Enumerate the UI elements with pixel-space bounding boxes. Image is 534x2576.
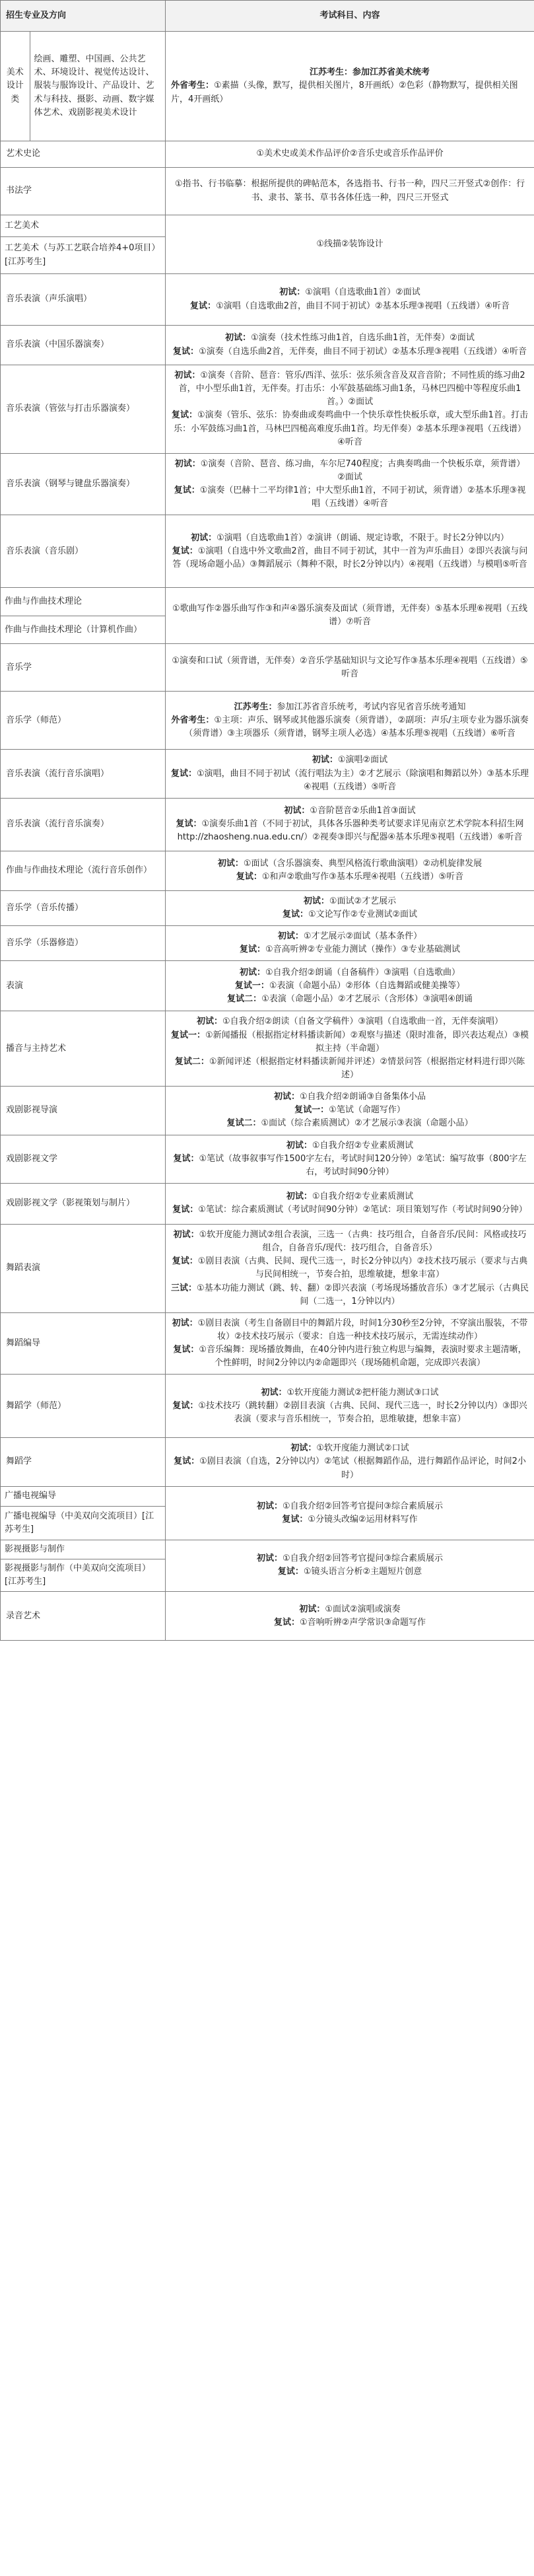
exam-line-text: ①自我介绍②朗诵③自备集体小品 <box>300 1092 426 1102</box>
exam-line <box>171 1552 529 1565</box>
exam-line-text: ①剧目表演（自选，2分钟以内）②笔试（根据舞蹈作品，进行舞蹈作品评论，时间2小时） <box>199 1456 526 1480</box>
major-name: 音乐表演（中国乐器演奏） <box>6 340 110 350</box>
table-header-row <box>1 1 534 32</box>
exam-line-label: 复试： <box>283 909 309 919</box>
exam-line <box>171 818 529 844</box>
exam-line-text: ①和声②歌曲写作③基本乐理④视唱（五线谱）⑤听音 <box>261 872 464 882</box>
exam-line-text: ①剧目表演（考生自备剧目中的舞蹈片段，时间1分30秒至2分钟，不穿演出服装，不带妆）②技术技巧展示（要求：自选一种技术技巧展示，无需连续动作） <box>197 1318 528 1342</box>
exam-line-text: ①表演（命题小品）②才艺展示（含形体）③演唱④朗诵 <box>261 993 473 1004</box>
art-design-cell <box>1 32 166 141</box>
exam-line <box>171 908 529 921</box>
major-name-variant: 作曲与作曲技术理论（计算机作曲） <box>1 616 165 643</box>
exam-line <box>171 409 529 448</box>
exam-line <box>171 1117 529 1130</box>
exam-cell <box>166 1087 534 1135</box>
table-row <box>1 851 534 890</box>
major-name: 音乐表演（流行音乐演唱） <box>6 768 110 779</box>
major-name: 音乐表演（声乐演唱） <box>6 294 92 304</box>
exam-line <box>171 1400 529 1426</box>
exam-line-text: ①音高听辨②专业能力测试（操作）③专业基础测试 <box>265 945 460 955</box>
table-row <box>1 1224 534 1312</box>
table-row <box>1 750 534 798</box>
exam-line-text: ①技术技巧（跳转翻）②剧目表演（古典、民间、现代三选一，时长2分钟以内）③即兴表演（要求与音乐相统一，节奏合拍，思维敏捷，想象丰富） <box>198 1400 527 1424</box>
exam-line <box>171 1513 529 1526</box>
exam-line-label: 初试： <box>257 1554 283 1564</box>
exam-line-text: ①文论写作②专业测试②面试 <box>308 909 417 919</box>
exam-text: ①演奏和口试（须背谱，无伴奏）②音乐学基础知识与文论写作③基本乐理④视唱（五线谱）⑤听音 <box>172 655 528 679</box>
major-name-variant: 广播电视编导（中美双向交流项目）[江苏考生] <box>1 1506 165 1539</box>
table-row <box>1 1486 534 1540</box>
exam-line-text: ①演唱（自选歌曲1首）②面试 <box>305 287 420 298</box>
exam-line <box>171 1139 529 1153</box>
exam-line <box>171 805 529 818</box>
major-cell <box>1 365 166 454</box>
major-cell <box>1 1087 166 1135</box>
exam-line <box>171 768 529 794</box>
major-name: 音乐表演（流行音乐演奏） <box>6 819 110 830</box>
exam-line-text: ①演奏（管乐、弦乐：协奏曲或奏鸣曲中一个快乐章性快板乐章，或大型乐曲1首。打击乐：小军鼓练习曲1首，马林巴四槌高难度乐曲1首。均无伴奏）②基本乐理③视唱（五线谱）④听音 <box>174 410 528 447</box>
exam-line <box>171 1055 529 1082</box>
exam-cell <box>166 890 534 925</box>
major-name: 音乐学 <box>6 662 32 672</box>
exam-line-text: ①演奏（音阶、琶音、练习曲，车尔尼740程度；古典奏鸣曲一个快板乐章，须背谱）②面试 <box>200 458 525 482</box>
exam-line <box>171 754 529 767</box>
exam-line-label: 复试： <box>274 1617 300 1628</box>
exam-line <box>171 1565 529 1579</box>
exam-line <box>171 484 529 511</box>
exam-line-text: ①面试（综合素质测试）②才艺展示③表演（命题小品） <box>261 1118 473 1129</box>
exam-line-text: ①自我介绍②回答考官提问③综合素质展示 <box>283 1501 443 1511</box>
major-name: 舞蹈表演 <box>6 1263 41 1273</box>
major-name-variant: 影视摄影与制作（中美双向交流项目）[江苏考生] <box>1 1559 165 1591</box>
exam-line-label: 复试： <box>240 945 266 955</box>
exam-line-text: ①自我介绍②回答考官提问③综合素质展示 <box>283 1554 443 1564</box>
table-row <box>1 1011 534 1087</box>
exam-line <box>171 345 529 359</box>
exam-line-text: ①演奏（自选乐曲2首，无伴奏，曲目不同于初试）②基本乐理③视唱（五线谱）④听音 <box>199 346 527 357</box>
exam-cell <box>166 1011 534 1087</box>
art-design-majors: 绘画、雕塑、中国画、公共艺术、环境设计、视觉传达设计、服装与服饰设计、产品设计、艺术与科技、摄影、动画、数字媒体艺术、戏剧影视美术设计 <box>34 54 154 118</box>
exam-line-label: 复试： <box>173 1345 199 1355</box>
exam-line-label: 复试： <box>190 301 217 311</box>
exam-line-label: 初试： <box>290 1443 317 1454</box>
exam-cell <box>166 365 534 454</box>
exam-line <box>171 895 529 908</box>
exam-line <box>171 1203 529 1217</box>
table-row <box>1 168 534 215</box>
exam-line-text: ①剧目表演（古典、民间、现代三选一，时长2分钟以内）②技术技巧展示（要求与古典与民间相统一，节奏合拍，思维敏捷，想象丰富） <box>197 1256 528 1280</box>
table-row <box>1 453 534 515</box>
exam-line-label: 复试： <box>172 1400 199 1411</box>
major-name: 音乐学（乐器修造） <box>6 938 84 948</box>
major-cell <box>1 1486 166 1540</box>
major-cell <box>1 1183 166 1224</box>
exam-line-label: 复试： <box>171 768 197 779</box>
exam-line-text: ①分镜头改编②运用材料写作 <box>308 1514 418 1524</box>
exam-line-label: 复试： <box>172 1205 199 1215</box>
exam-cell <box>166 168 534 215</box>
major-name: 音乐表演（音乐剧） <box>6 546 84 556</box>
major-cell <box>1 926 166 961</box>
exam-line-label: 初试： <box>277 931 304 942</box>
exam-line-text: ①自我介绍②朗读（自备文学稿件）③演唱（自选歌曲一首，无伴奏演唱） <box>222 1017 503 1027</box>
major-name: 音乐表演（管弦与打击乐器演奏） <box>6 404 135 414</box>
exam-cell <box>166 961 534 1011</box>
exam-text: ①歌曲写作②器乐曲写作③和声④器乐演奏及面试（须背谱，无伴奏）⑤基本乐理⑥视唱（五线谱）⑦听音 <box>172 604 527 627</box>
exam-cell <box>166 1438 534 1486</box>
table-row <box>1 1312 534 1375</box>
exam-line <box>171 1255 529 1281</box>
exam-line <box>171 545 529 571</box>
exam-line-label: 初试： <box>217 859 244 869</box>
exam-line-label: 初试： <box>197 1017 223 1027</box>
exam-line-text: ①面试（含乐器演奏、典型风格流行歌曲演唱）②动机旋律发展 <box>243 859 483 869</box>
major-cell <box>1 141 166 168</box>
major-name: 舞蹈编导 <box>6 1338 41 1348</box>
exam-cell <box>166 1183 534 1224</box>
exam-line-label: 复试一： <box>171 1030 206 1040</box>
major-name: 舞蹈学 <box>6 1456 32 1467</box>
table-row <box>1 798 534 851</box>
major-cell <box>1 644 166 692</box>
exam-line <box>171 1386 529 1400</box>
major-name-variant: 工艺美术（与苏工艺联合培养4+0项目）[江苏考生] <box>1 237 165 273</box>
exam-cell <box>166 644 534 692</box>
exam-line <box>171 1282 529 1308</box>
exam-line-text: ①自我介绍②专业素质测试 <box>312 1192 414 1202</box>
table-row <box>1 1592 534 1641</box>
exam-line-label: 复试： <box>174 485 200 496</box>
exam-line-text: ①自我介绍②专业素质测试 <box>312 1140 414 1151</box>
exam-line-text: ①主项：声乐、钢琴或其他器乐演奏（须背谱），②副项：声乐/主项专业为器乐演奏（须背谱）③主项器乐（须背谱，钢琴主项人必选）④基本乐理⑤视唱（五线谱）⑥听音 <box>184 715 529 738</box>
major-cell <box>1 515 166 588</box>
exam-line-label: 初试： <box>312 755 338 766</box>
exam-line-text: ①软开度能力测试②把杆能力测试③口试 <box>286 1387 439 1398</box>
exam-line <box>171 1500 529 1513</box>
exam-text: ①线描②装饰设计 <box>316 238 384 249</box>
exam-line-text: ①音乐编舞：现场播放舞曲，在40分钟内进行独立构思与编舞，表演时要求主题清晰，个性鲜明，时间2分钟以内②命题即兴（现场随机命题，完成即兴表演） <box>199 1345 527 1369</box>
exam-line <box>171 1616 529 1629</box>
exam-cell <box>166 588 534 644</box>
exam-line-label: 初试： <box>286 1140 312 1151</box>
exam-line-text: ①演奏（巴赫十二平均律1首；中大型乐曲1首，不同于初试，须背谱）②基本乐理③视唱（五线谱）④听音 <box>199 485 526 509</box>
exam-line-label: 复试一： <box>234 980 269 991</box>
exam-line-label: 初试： <box>174 458 201 469</box>
header-exam: 考试科目、内容 <box>166 1 534 32</box>
table-row <box>1 1375 534 1438</box>
exam-line-label: 初试： <box>257 1501 283 1511</box>
exam-cell <box>166 1224 534 1312</box>
exam-cell <box>166 1592 534 1641</box>
exam-line <box>171 1015 529 1028</box>
exam-cell <box>166 453 534 515</box>
exam-line <box>171 943 529 956</box>
exam-line-text: ①自我介绍②朗诵（自备稿件）③演唱（自选歌曲） <box>265 967 460 978</box>
table-row <box>1 365 534 454</box>
major-cell <box>1 750 166 798</box>
exam-cell <box>166 926 534 961</box>
table-row <box>1 141 534 168</box>
exam-cell <box>166 1312 534 1375</box>
table-row <box>1 961 534 1011</box>
exam-line-label: 初试： <box>274 1092 300 1102</box>
major-cell <box>1 326 166 365</box>
table-row <box>1 890 534 925</box>
exam-line <box>171 1104 529 1117</box>
exam-line-text: ①演奏（音阶、琶音：管乐/西洋、弦乐：弦乐须含音及双音音阶；不同性质的练习曲2首，中小型乐曲1首，无伴奏。打击乐：小军鼓基础练习曲1条，马林巴四槌中等程度乐曲1首。）②面试 <box>178 371 525 408</box>
major-name: 作曲与作曲技术理论 <box>5 596 83 607</box>
exam-line-text: ①演奏乐曲1首（不同于初试，具体各乐器种类考试要求详见南京艺术学院本科招生网http://zhaosheng.nua.edu.cn/）②视奏③即兴与配器④基本乐理⑤视唱（五线谱）⑥听音 <box>177 819 524 843</box>
table-row <box>1 1540 534 1591</box>
major-cell <box>1 1375 166 1438</box>
table-row <box>1 1087 534 1135</box>
exam-cell <box>166 515 534 588</box>
exam-cell <box>166 750 534 798</box>
table-row <box>1 274 534 326</box>
exam-line-label: 复试： <box>174 1456 200 1467</box>
exam-line <box>171 1153 529 1179</box>
exam-line-text: ①软开度能力测试②组合表演，三选一（古典：技巧组合，自备音乐/民间：风格或技巧组合，自备音乐/现代：技巧组合，自备音乐） <box>199 1229 527 1254</box>
major-cell <box>1 453 166 515</box>
major-cell <box>1 1540 166 1591</box>
table-row <box>1 215 534 274</box>
major-name: 书法学 <box>6 186 32 196</box>
major-name: 影视摄影与制作 <box>5 1544 65 1554</box>
table-row <box>1 1183 534 1224</box>
major-name: 表演 <box>6 980 24 991</box>
major-cell <box>1 1224 166 1312</box>
exam-line <box>171 1229 529 1255</box>
major-name: 戏剧影视文学（影视策划与制片） <box>6 1198 135 1209</box>
exam-line-label: 初试： <box>284 806 310 816</box>
exam-cell <box>166 1540 534 1591</box>
exam-line <box>171 701 529 714</box>
major-cell <box>1 1592 166 1641</box>
exam-line-text: ①面试②才艺展示 <box>329 896 397 906</box>
major-name: 戏剧影视导演 <box>6 1105 58 1116</box>
exam-line-label: 初试： <box>286 1192 312 1202</box>
table-row <box>1 926 534 961</box>
exam-line-label: 初试： <box>174 371 201 380</box>
exam-line-label: 复试： <box>176 819 202 830</box>
exam-line <box>171 332 529 345</box>
art-design-jiangsu: 江苏考生：参加江苏省美术统考 <box>309 67 430 78</box>
exam-line-text: ①笔试：综合素质测试（考试时间90分钟）②笔试：项目策划写作（考试时间90分钟） <box>198 1205 527 1215</box>
exam-cell <box>166 141 534 168</box>
header-major: 招生专业及方向 <box>1 1 166 32</box>
exam-line <box>171 1442 529 1455</box>
exam-line-text: ①表演（命题小品）②形体（自选舞蹈或健美操等） <box>269 980 465 991</box>
major-name: 艺术史论 <box>6 149 41 159</box>
exam-cell <box>166 326 534 365</box>
exam-line-text: ①音阶琶音②乐曲1首③面试 <box>310 806 416 816</box>
exam-line-text: ①演唱，曲目不同于初试（流行唱法为主）②才艺展示（除演唱和舞蹈以外）③基本乐理④视唱（五线谱）⑤听音 <box>197 768 529 792</box>
exam-line <box>171 1190 529 1203</box>
exam-line-text: ①才艺展示②面试（基本条件） <box>303 931 422 942</box>
exam-line-label: 复试： <box>173 1153 199 1164</box>
exam-cell <box>166 1135 534 1183</box>
exam-line-label: 复试二： <box>226 1118 261 1129</box>
exam-line-label: 初试： <box>225 333 251 343</box>
major-cell <box>1 1011 166 1087</box>
exam-line-text: ①演唱（自选歌曲1首）②演讲（朗诵、规定诗歌，不限于。时长2分钟以内） <box>217 532 509 543</box>
exam-line-label: 复试二： <box>174 1056 209 1067</box>
exam-line-text: ①笔试（命题写作） <box>329 1105 405 1116</box>
major-cell <box>1 274 166 326</box>
exam-line-label: 复试： <box>277 1567 304 1577</box>
exam-line-text: ①新闻播报（根据指定材料播读新闻）②观察与描述（限时准备，即兴表达观点）③模拟主持（半命题） <box>205 1030 529 1054</box>
major-name: 广播电视编导 <box>5 1491 57 1501</box>
exam-text: ①指书、行书临摹：根据所提供的碑帖范本，各选指书、行书一种，四尺三开竖式②创作：行书、隶书、篆书、草书各体任选一种，四尺三开竖式 <box>174 179 525 203</box>
exam-line <box>171 1029 529 1055</box>
exam-line-label: 复试二： <box>227 993 262 1004</box>
exam-line-text: ①演唱（自选歌曲2首，曲目不同于初试）②基本乐理③视唱（五线谱）④听音 <box>216 301 510 311</box>
exam-line-text: ①演奏（技术性练习曲1首，自选乐曲1首，无伴奏）②面试 <box>251 333 475 343</box>
major-name: 播音与主持艺术 <box>6 1043 67 1054</box>
table-row <box>1 1135 534 1183</box>
exam-line-label: 复试： <box>173 346 199 357</box>
exam-line <box>171 966 529 980</box>
major-cell <box>1 692 166 750</box>
exam-line-label: 初试： <box>240 967 266 978</box>
exam-line-text: ①面试②演唱或演奏 <box>325 1604 401 1614</box>
exam-line-label: 江苏考生： <box>234 701 277 712</box>
table-row <box>1 644 534 692</box>
exam-line-text: ①演唱（自选中外文歌曲2首，曲目不同于初试，其中一首为声乐曲目）②即兴表演与问答（现场命题小品）③舞蹈展示（舞种不限，时长2分钟以内）④视唱（五线谱）与模唱⑤听音 <box>172 546 528 569</box>
major-cell <box>1 1312 166 1375</box>
exam-line-label: 复试： <box>282 1514 308 1524</box>
major-cell <box>1 961 166 1011</box>
major-name: 音乐学（师范） <box>6 715 67 725</box>
exam-line <box>171 980 529 993</box>
exam-line <box>171 714 529 740</box>
table-row <box>1 588 534 644</box>
table-row <box>1 515 534 588</box>
exam-line <box>171 1455 529 1482</box>
exam-line-label: 初试： <box>299 1604 325 1614</box>
exam-cell <box>166 215 534 274</box>
exam-line <box>171 286 529 299</box>
table-row-art-design <box>1 32 534 141</box>
art-design-outside: 外省考生：①素描（头像，默写，提供相关图片，8开画纸）②色彩（静物默写，提供相关图片，4开画纸） <box>171 81 518 104</box>
exam-line <box>171 871 529 884</box>
major-name: 舞蹈学（师范） <box>6 1400 67 1411</box>
exam-text: ①美术史或美术作品评价②音乐史或音乐作品评价 <box>256 149 444 159</box>
major-cell <box>1 215 166 274</box>
exam-line-label: 初试： <box>261 1387 287 1398</box>
exam-line <box>171 532 529 545</box>
major-cell <box>1 1135 166 1183</box>
art-design-group: 美术设计类 <box>1 32 30 141</box>
exam-line-text: ①演唱②面试 <box>337 755 388 766</box>
exam-line <box>171 1343 529 1370</box>
exam-line-label: 外省考生： <box>171 715 215 725</box>
art-design-exam <box>166 32 534 141</box>
major-name: 作曲与作曲技术理论（流行音乐创作） <box>6 865 152 876</box>
exam-line-text: ①音响听辨②声学常识③命题写作 <box>300 1617 426 1628</box>
exam-line <box>171 1091 529 1104</box>
major-cell <box>1 168 166 215</box>
major-name: 戏剧影视文学 <box>6 1153 58 1164</box>
exam-cell <box>166 1486 534 1540</box>
exam-line <box>171 1603 529 1616</box>
exam-line-label: 初试： <box>172 1318 198 1328</box>
major-name: 工艺美术 <box>5 220 40 231</box>
exam-cell <box>166 851 534 890</box>
exam-line <box>171 993 529 1006</box>
major-name: 录音艺术 <box>6 1610 41 1621</box>
exam-line <box>171 930 529 943</box>
exam-line-label: 复试： <box>172 1256 198 1267</box>
major-cell <box>1 1438 166 1486</box>
major-name: 音乐表演（钢琴与键盘乐器演奏） <box>6 479 135 489</box>
major-cell <box>1 851 166 890</box>
table-row <box>1 692 534 750</box>
exam-line-text: ①笔试（故事叙事写作1500字左右，考试时间120分钟）②笔试：编写故事（800字左右，考试时间90分钟） <box>199 1153 527 1177</box>
exam-line-label: 复试： <box>236 872 262 882</box>
exam-line-text: ①新闻评述（根据指定材料播读新闻并评述）②情景问答（根据指定材料进行即兴陈述） <box>209 1056 525 1080</box>
exam-line-text: ①镜头语言分析②主题短片创意 <box>303 1567 422 1577</box>
exam-line-label: 三试： <box>171 1283 197 1293</box>
exam-line-text: 参加江苏省音乐统考，考试内容见省音乐统考通知 <box>277 701 466 712</box>
exam-line <box>171 1317 529 1343</box>
exam-line-label: 初试： <box>279 287 306 298</box>
exam-line <box>171 300 529 313</box>
major-name: 音乐学（音乐传播） <box>6 902 84 913</box>
table-row <box>1 326 534 365</box>
exam-line-text: ①基本功能力测试（跳、转、翻）②即兴表演（考场现场播放音乐）③才艺展示（古典民间（二选一，1分钟以内） <box>197 1283 529 1306</box>
exam-line <box>171 857 529 871</box>
exam-line-label: 复试一： <box>294 1105 329 1116</box>
exam-line-text: ①软开度能力测试②口试 <box>316 1443 409 1454</box>
table-body <box>1 32 534 1641</box>
exam-line-label: 复试： <box>172 546 198 556</box>
major-cell <box>1 798 166 851</box>
exam-cell <box>166 798 534 851</box>
exam-line-label: 复试： <box>172 410 198 421</box>
exam-line <box>171 369 529 409</box>
exam-line <box>171 458 529 484</box>
exam-cell <box>166 1375 534 1438</box>
exam-cell <box>166 274 534 326</box>
exam-line-label: 初试： <box>303 896 329 906</box>
exam-line-label: 初试： <box>173 1229 199 1240</box>
table-row <box>1 1438 534 1486</box>
major-cell <box>1 890 166 925</box>
exam-cell <box>166 692 534 750</box>
exam-line-label: 初试： <box>191 532 217 543</box>
major-cell <box>1 588 166 644</box>
